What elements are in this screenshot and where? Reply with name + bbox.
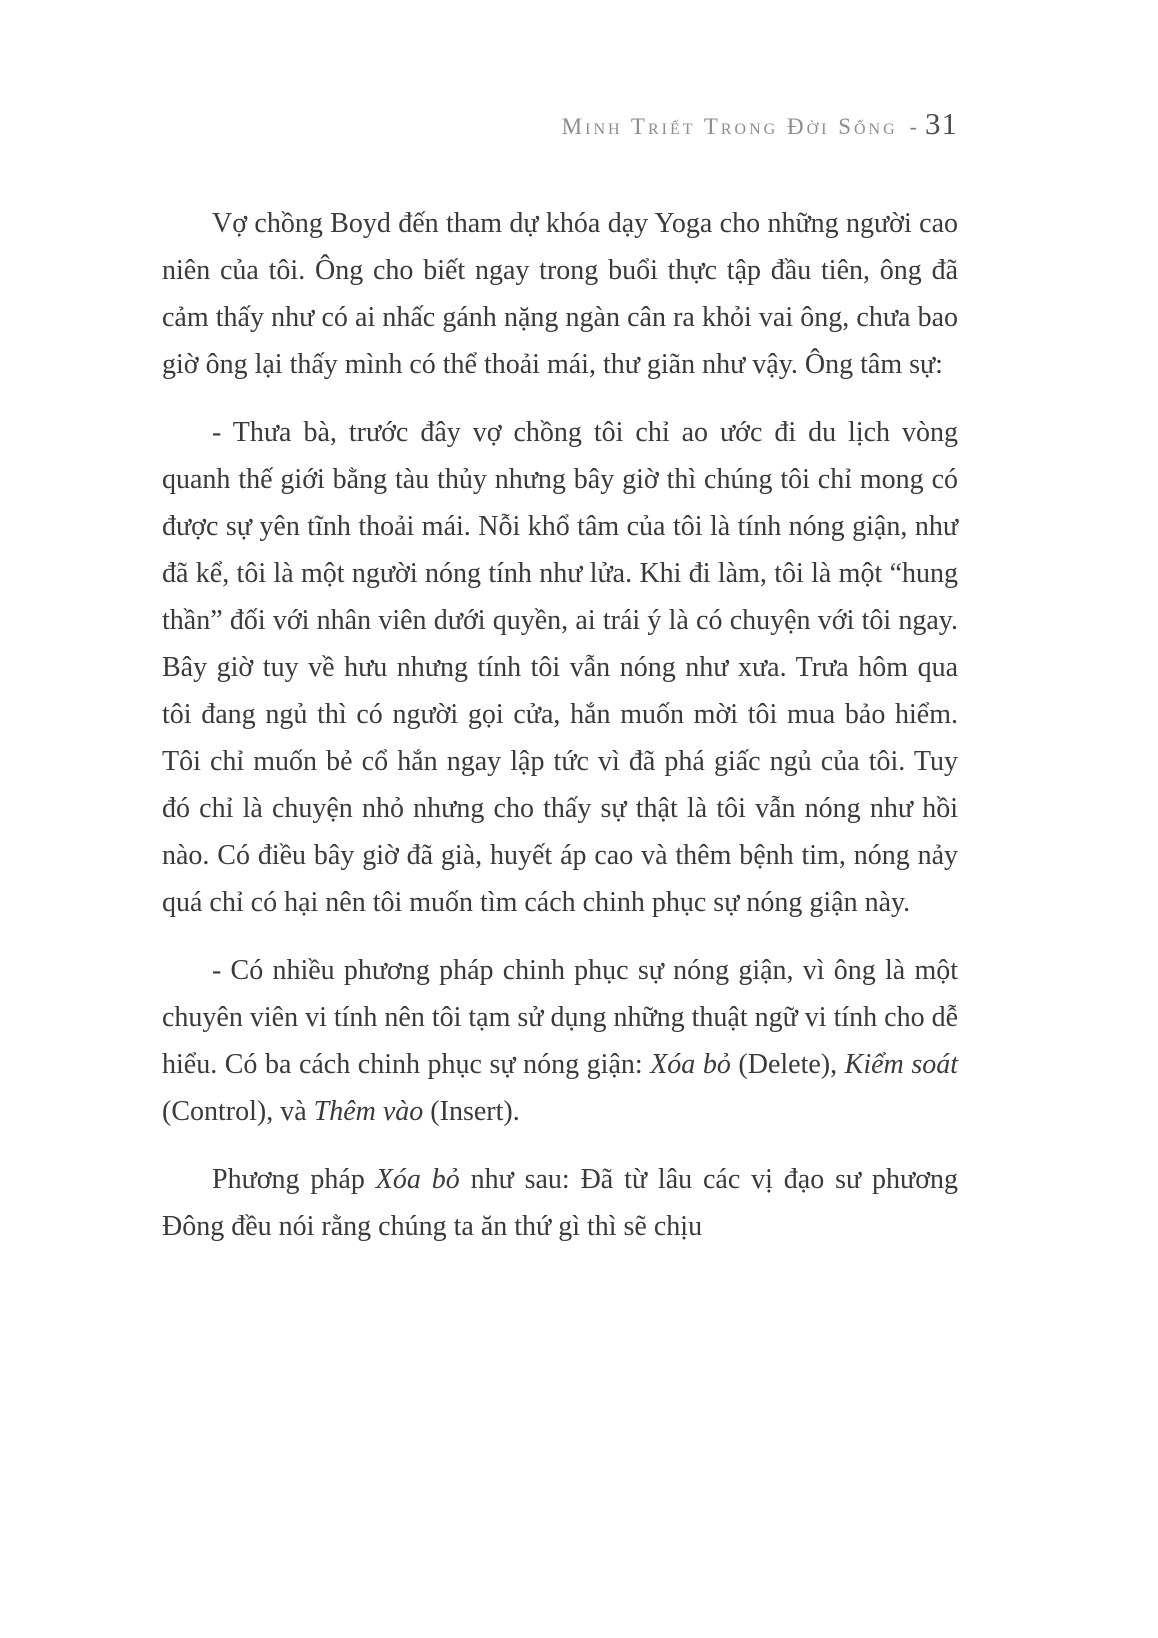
- paragraph-4: [162, 1156, 958, 1250]
- italic-text-run: Thêm vào: [313, 1096, 424, 1127]
- page-header: [162, 106, 958, 142]
- page-number: 31: [925, 106, 958, 141]
- paragraph-3: [162, 947, 958, 1135]
- text-run: như sau: Đã từ lâu các vị đạo sư phương Đông đều nói rằng chúng ta ăn thứ gì thì sẽ chịu: [162, 1164, 959, 1242]
- text-run: (Delete),: [730, 1049, 845, 1080]
- text-run: (Control), và: [162, 1096, 314, 1127]
- text-run: Vợ chồng Boyd đến tham dự khóa dạy Yoga cho những người cao niên của tôi. Ông cho biết ngay trong buổi thực tập đầu tiên, ông đã cảm thấy như có ai nhấc gánh nặng ngàn cân ra khỏi vai ông, chưa bao giờ ông lại thấy mình có thể thoải mái, thư giãn như vậy. Ông tâm sự:: [162, 208, 958, 380]
- text-run: - Có nhiều phương pháp chinh phục sự nóng giận, vì ông là một chuyên viên vi tính nên tôi tạm sử dụng những thuật ngữ vi tính cho dễ hiểu. Có ba cách chinh phục sự nóng giận:: [162, 955, 958, 1080]
- paragraph-1: [162, 200, 958, 388]
- page-body: [162, 200, 958, 1250]
- book-title: Minh Triết Trong Đời Sống: [561, 114, 898, 139]
- text-run: (Insert).: [423, 1096, 520, 1127]
- italic-text-run: Kiểm soát: [844, 1049, 958, 1080]
- text-run: - Thưa bà, trước đây vợ chồng tôi chỉ ao ước đi du lịch vòng quanh thế giới bằng tàu thủy nhưng bây giờ thì chúng tôi chỉ mong có được sự yên tĩnh thoải mái. Nỗi khổ tâm của tôi là tính nóng giận, như đã kể, tôi là một người nóng tính như lửa. Khi đi làm, tôi là một “hung thần” đối với nhân viên dưới quyền, ai trái ý là có chuyện với tôi ngay. Bây giờ tuy về hưu nhưng tính tôi vẫn nóng như xưa. Trưa hôm qua tôi đang ngủ thì có người gọi cửa, hắn muốn mời tôi mua bảo hiểm. Tôi chỉ muốn bẻ cổ hắn ngay lập tức vì đã phá giấc ngủ của tôi. Tuy đó chỉ là chuyện nhỏ nhưng cho thấy sự thật là tôi vẫn nóng như hồi nào. Có điều bây giờ đã già, huyết áp cao và thêm bệnh tim, nóng nảy quá chỉ có hại nên tôi muốn tìm cách chinh phục sự nóng giận này.: [162, 417, 958, 918]
- italic-text-run: Xóa bỏ: [375, 1164, 460, 1195]
- paragraph-2: [162, 409, 958, 926]
- italic-text-run: Xóa bỏ: [650, 1049, 731, 1080]
- header-separator: -: [909, 114, 917, 139]
- text-run: Phương pháp: [212, 1164, 376, 1195]
